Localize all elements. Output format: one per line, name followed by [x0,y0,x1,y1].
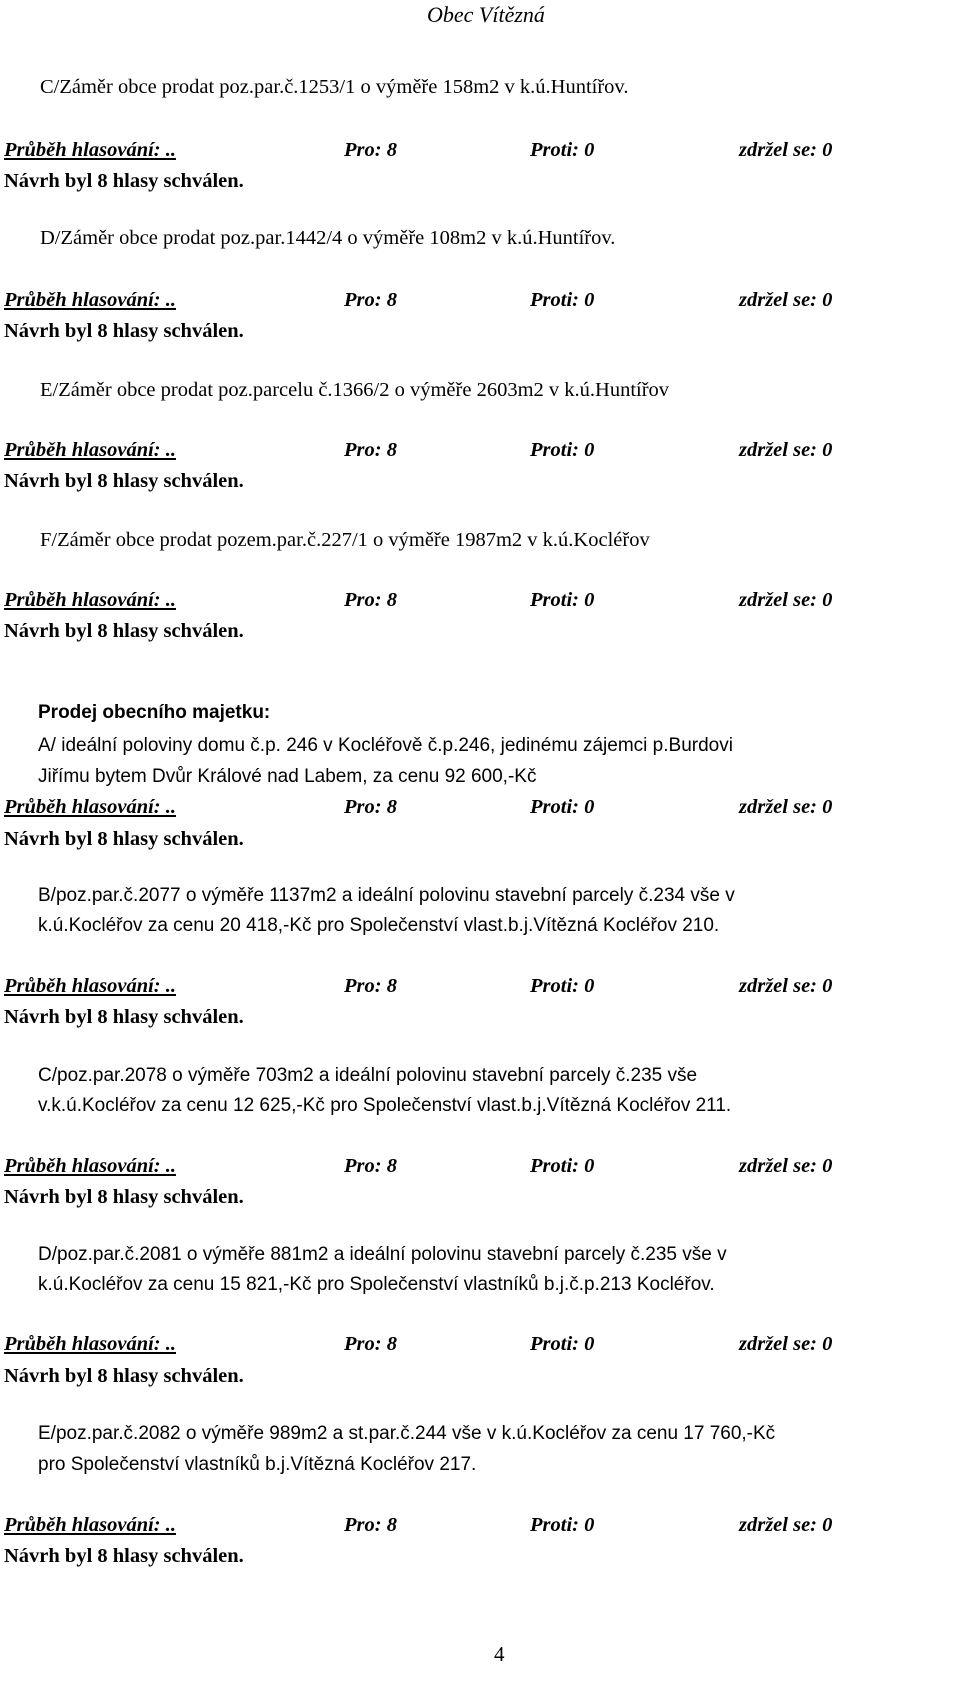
item-c-text: C/Záměr obce prodat poz.par.č.1253/1 o výměře 158m2 v k.ú.Huntířov. [40,76,629,98]
vote-pro: Pro: 8 [344,796,397,818]
vote-result: Návrh byl 8 hlasy schválen. [4,828,244,850]
page-number: 4 [494,1642,505,1666]
vote-progress-label: Průběh hlasování: .. [4,796,176,818]
vote-progress-label: Průběh hlasování: .. [4,289,176,311]
sale-c-line2: v.k.ú.Kocléřov za cenu 12 625,-Kč pro Společenství vlast.b.j.Vítězná Kocléřov 211. [38,1095,732,1116]
vote-result: Návrh byl 8 hlasy schválen. [4,1365,244,1387]
vote-result: Návrh byl 8 hlasy schválen. [4,620,244,642]
vote-abstain: zdržel se: 0 [739,439,833,461]
sale-d-line2: k.ú.Kocléřov za cenu 15 821,-Kč pro Společenství vlastníků b.j.č.p.213 Kocléřov. [38,1274,715,1295]
vote-abstain: zdržel se: 0 [739,1514,833,1536]
vote-result: Návrh byl 8 hlasy schválen. [4,1186,244,1208]
vote-progress-label: Průběh hlasování: .. [4,439,176,461]
vote-proti: Proti: 0 [530,439,595,461]
vote-abstain: zdržel se: 0 [739,975,833,997]
vote-result: Návrh byl 8 hlasy schválen. [4,170,244,192]
vote-proti: Proti: 0 [530,1155,595,1177]
vote-proti: Proti: 0 [530,1514,595,1536]
sale-e-line2: pro Společenství vlastníků b.j.Vítězná Kocléřov 217. [38,1454,477,1475]
vote-pro: Pro: 8 [344,1333,397,1355]
vote-result: Návrh byl 8 hlasy schválen. [4,1006,244,1028]
vote-progress-label: Průběh hlasování: .. [4,589,176,611]
vote-pro: Pro: 8 [344,139,397,161]
sale-b-line2: k.ú.Kocléřov za cenu 20 418,-Kč pro Společenství vlast.b.j.Vítězná Kocléřov 210. [38,915,720,936]
sale-a-line2: Jiřímu bytem Dvůr Králové nad Labem, za cenu 92 600,-Kč [38,766,537,787]
item-f-text: F/Záměr obce prodat pozem.par.č.227/1 o výměře 1987m2 v k.ú.Kocléřov [40,529,650,551]
vote-proti: Proti: 0 [530,975,595,997]
sale-e-line1: E/poz.par.č.2082 o výměře 989m2 a st.par.č.244 vše v k.ú.Kocléřov za cenu 17 760,-Kč [38,1423,776,1444]
vote-result: Návrh byl 8 hlasy schválen. [4,320,244,342]
sale-b-line1: B/poz.par.č.2077 o výměře 1137m2 a ideální polovinu stavební parcely č.234 vše v [38,885,735,906]
item-d-text: D/Záměr obce prodat poz.par.1442/4 o výměře 108m2 v k.ú.Huntířov. [40,227,616,249]
vote-abstain: zdržel se: 0 [739,589,833,611]
vote-proti: Proti: 0 [530,796,595,818]
vote-proti: Proti: 0 [530,589,595,611]
vote-progress-label: Průběh hlasování: .. [4,975,176,997]
vote-result: Návrh byl 8 hlasy schválen. [4,1545,244,1567]
vote-pro: Pro: 8 [344,589,397,611]
vote-abstain: zdržel se: 0 [739,796,833,818]
sale-d-line1: D/poz.par.č.2081 o výměře 881m2 a ideální polovinu stavební parcely č.235 vše v [38,1244,727,1265]
section-title: Prodej obecního majetku: [38,702,271,723]
vote-proti: Proti: 0 [530,139,595,161]
vote-abstain: zdržel se: 0 [739,289,833,311]
sale-a-line1: A/ ideální poloviny domu č.p. 246 v Kocléřově č.p.246, jedinému zájemci p.Burdovi [38,735,733,756]
vote-progress-label: Průběh hlasování: .. [4,139,176,161]
vote-abstain: zdržel se: 0 [739,139,833,161]
vote-pro: Pro: 8 [344,289,397,311]
page-header: Obec Vítězná [427,2,545,27]
vote-pro: Pro: 8 [344,975,397,997]
vote-pro: Pro: 8 [344,1514,397,1536]
vote-pro: Pro: 8 [344,1155,397,1177]
vote-proti: Proti: 0 [530,289,595,311]
vote-result: Návrh byl 8 hlasy schválen. [4,470,244,492]
vote-abstain: zdržel se: 0 [739,1333,833,1355]
vote-abstain: zdržel se: 0 [739,1155,833,1177]
vote-progress-label: Průběh hlasování: .. [4,1514,176,1536]
item-e-text: E/Záměr obce prodat poz.parcelu č.1366/2 o výměře 2603m2 v k.ú.Huntířov [40,379,670,401]
vote-progress-label: Průběh hlasování: .. [4,1155,176,1177]
sale-c-line1: C/poz.par.2078 o výměře 703m2 a ideální polovinu stavební parcely č.235 vše [38,1065,698,1086]
vote-proti: Proti: 0 [530,1333,595,1355]
vote-progress-label: Průběh hlasování: .. [4,1333,176,1355]
vote-pro: Pro: 8 [344,439,397,461]
